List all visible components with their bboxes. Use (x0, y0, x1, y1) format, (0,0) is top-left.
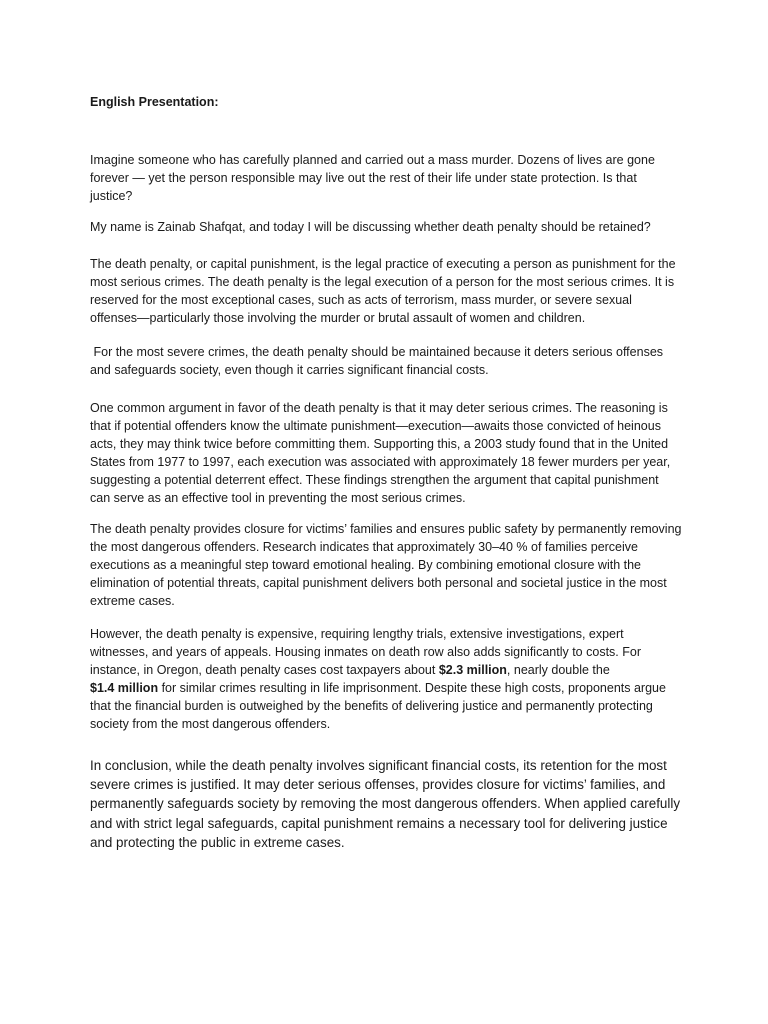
document-heading: English Presentation: (90, 95, 219, 109)
paragraph-definition: The death penalty, or capital punishment, is the legal practice of executing a person as punishment for the most serious crimes. The death penalty is the legal execution of a person for the most serious crimes. It is reserved for the most exceptional cases, such as acts of terrorism, mass murder, or severe sexual offenses—particularly those involving the murder or brutal assault of women and children. (90, 257, 676, 325)
paragraph-introduction-name: My name is Zainab Shafqat, and today I will be discussing whether death penalty should be retained? (90, 220, 651, 234)
costs-text-part2: , nearly double the (506, 663, 610, 677)
cost-life-imprisonment: $1.4 million (90, 681, 159, 695)
costs-text-part1: However, the death penalty is expensive, requiring lengthy trials, extensive investigations, expert witnesses, and years of appeals. Housing inmates on death row also adds significantly to costs. For instance, in Oregon, death penalty cases cost taxpayers about (90, 627, 641, 677)
paragraph-intro: Imagine someone who has carefully planned and carried out a mass murder. Dozens of lives are gone forever — yet the person responsible may live out the rest of their life under state protection. Is that justice? (90, 153, 655, 203)
paragraph-closure: The death penalty provides closure for victims’ families and ensures public safety by permanently removing the most dangerous offenders. Research indicates that approximately 30–40 % of families perceive executions as a meaningful step toward emotional healing. By combining emotional closure with the elimination of potential threats, capital punishment delivers both personal and societal justice in the most extreme cases. (90, 522, 682, 608)
paragraph-thesis: For the most severe crimes, the death penalty should be maintained because it deters serious offenses and safeguards society, even though it carries significant financial costs. (90, 345, 667, 377)
cost-death-penalty: $2.3 million (438, 663, 507, 677)
paragraph-costs (90, 625, 682, 733)
paragraph-conclusion: In conclusion, while the death penalty involves significant financial costs, its retention for the most severe crimes is justified. It may deter serious offenses, provides closure for victims’ families, and permanently safeguards society by removing the most dangerous offenders. When applied carefully and with strict legal safeguards, capital punishment remains a necessary tool for delivering justice and protecting the public in extreme cases. (90, 758, 681, 850)
costs-text-part3: for similar crimes resulting in life imprisonment. Despite these high costs, proponents argue that the financial burden is outweighed by the benefits of delivering justice and permanently protecting society from the most dangerous offenders. (90, 681, 666, 731)
paragraph-deterrence: One common argument in favor of the death penalty is that it may deter serious crimes. The reasoning is that if potential offenders know the ultimate punishment—execution—awaits those convicted of heinous acts, they may think twice before committing them. Supporting this, a 2003 study found that in the United States from 1977 to 1997, each execution was associated with approximately 18 fewer murders per year, suggesting a potential deterrent effect. These findings strengthen the argument that capital punishment can serve as an effective tool in preventing the most serious crimes. (90, 401, 671, 505)
